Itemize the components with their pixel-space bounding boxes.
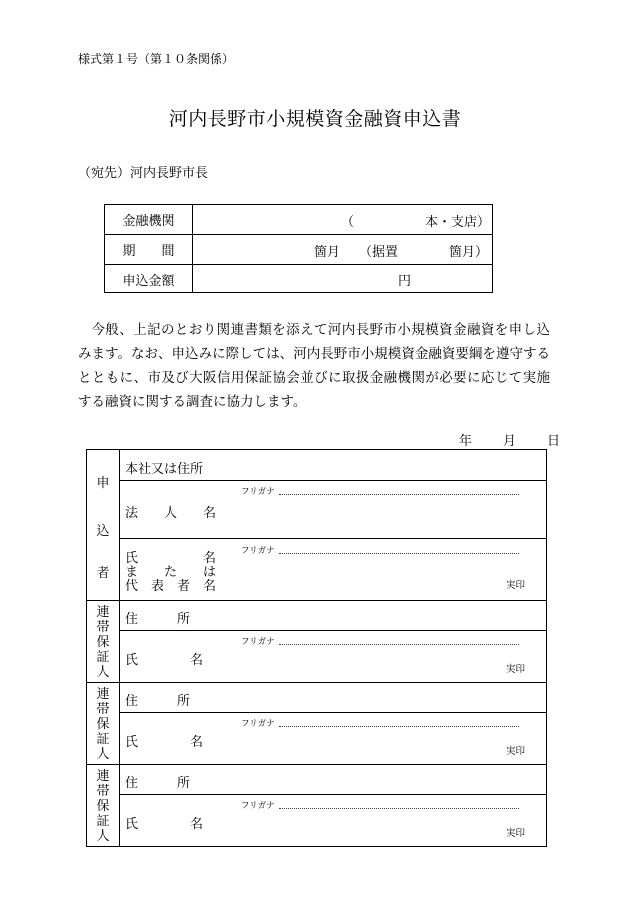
applicant-corp-label: 法 人 名 <box>125 506 217 521</box>
applicant-name-label-1: 氏 名 <box>125 551 217 566</box>
months-unit: 箇月 <box>314 245 341 260</box>
row-amount <box>105 265 492 293</box>
guarantor-2-label <box>87 687 119 762</box>
date-day: 日 <box>547 434 561 449</box>
date-month: 月 <box>503 434 517 449</box>
guarantor-1-label-text: 連帯保証人 <box>96 605 110 680</box>
paren-open: （ <box>341 215 355 230</box>
guarantor-2-address-label: 住 所 <box>125 694 191 709</box>
applicant-rep-furigana-label: フリガナ <box>241 546 275 556</box>
row-financial-institution <box>105 205 492 235</box>
page-title: 河内長野市小規模資金融資申込書 <box>168 108 462 130</box>
guarantor-3-furigana-label: フリガナ <box>241 801 275 811</box>
addressee: （宛先）河内長野市長 <box>78 166 209 181</box>
guarantor-3-label <box>87 769 119 844</box>
guarantor-3-address-label: 住 所 <box>125 776 191 791</box>
guarantor-1-name-label: 氏 名 <box>125 653 204 668</box>
applicant-corp-furigana-line[interactable] <box>279 494 519 495</box>
guarantor-2-name-label: 氏 名 <box>125 735 204 750</box>
guarantor-2-furigana-label: フリガナ <box>241 719 275 729</box>
applicant-guarantor-table <box>86 449 547 847</box>
guarantor-3-name-label: 氏 名 <box>125 817 204 832</box>
loan-info-table <box>104 204 493 293</box>
label-financial-institution: 金融機関 <box>105 205 193 234</box>
guarantor-3-furigana-line[interactable] <box>279 808 519 809</box>
guarantor-2-seal-label: 実印 <box>506 746 526 757</box>
applicant-address-label: 本社又は住所 <box>125 462 204 477</box>
guarantor-1-furigana-label: フリガナ <box>241 637 275 647</box>
form-number: 様式第１号（第１０条関係） <box>78 52 235 66</box>
deferment-label: （据置 <box>359 245 399 260</box>
guarantor-2-furigana-line[interactable] <box>279 726 519 727</box>
declaration-paragraph: 今般、上記のとおり関連書類を添えて河内長野市小規模資金融資を申し込みます。なお、申込みに際しては、河内長野市小規模資金融資要綱を遵守するとともに、市及び大阪信用保証協会並びに取扱金融機関が必要に応じて実施する融資に関する調査に協力します。 <box>78 322 550 410</box>
applicant-name-label-3: 代 表 者 名 <box>125 579 217 594</box>
guarantor-2-label-text: 連帯保証人 <box>96 687 110 762</box>
guarantor-1-label <box>87 605 119 680</box>
applicant-rep-furigana-line[interactable] <box>279 553 519 554</box>
applicant-label-2: 込 <box>96 524 110 539</box>
date-year: 年 <box>459 434 473 449</box>
applicant-name-label-2: ま た は <box>125 565 217 580</box>
branch-label: 本・支店） <box>425 215 491 230</box>
label-amount: 申込金額 <box>105 265 193 293</box>
guarantor-1-seal-label: 実印 <box>506 664 526 675</box>
date-line <box>459 430 560 449</box>
applicant-seal-label: 実印 <box>506 580 526 591</box>
guarantor-1-address-label: 住 所 <box>125 612 191 627</box>
deferment-months-unit: 箇月） <box>449 245 489 260</box>
applicant-label-3: 者 <box>96 566 110 581</box>
guarantor-3-label-text: 連帯保証人 <box>96 769 110 844</box>
applicant-corp-furigana-label: フリガナ <box>241 487 275 497</box>
applicant-label-1: 申 <box>96 476 110 491</box>
yen-unit: 円 <box>398 274 412 289</box>
label-period: 期 間 <box>105 235 193 264</box>
row-period <box>105 235 492 265</box>
guarantor-1-furigana-line[interactable] <box>279 644 519 645</box>
declaration-text <box>78 318 550 414</box>
guarantor-3-seal-label: 実印 <box>506 828 526 839</box>
